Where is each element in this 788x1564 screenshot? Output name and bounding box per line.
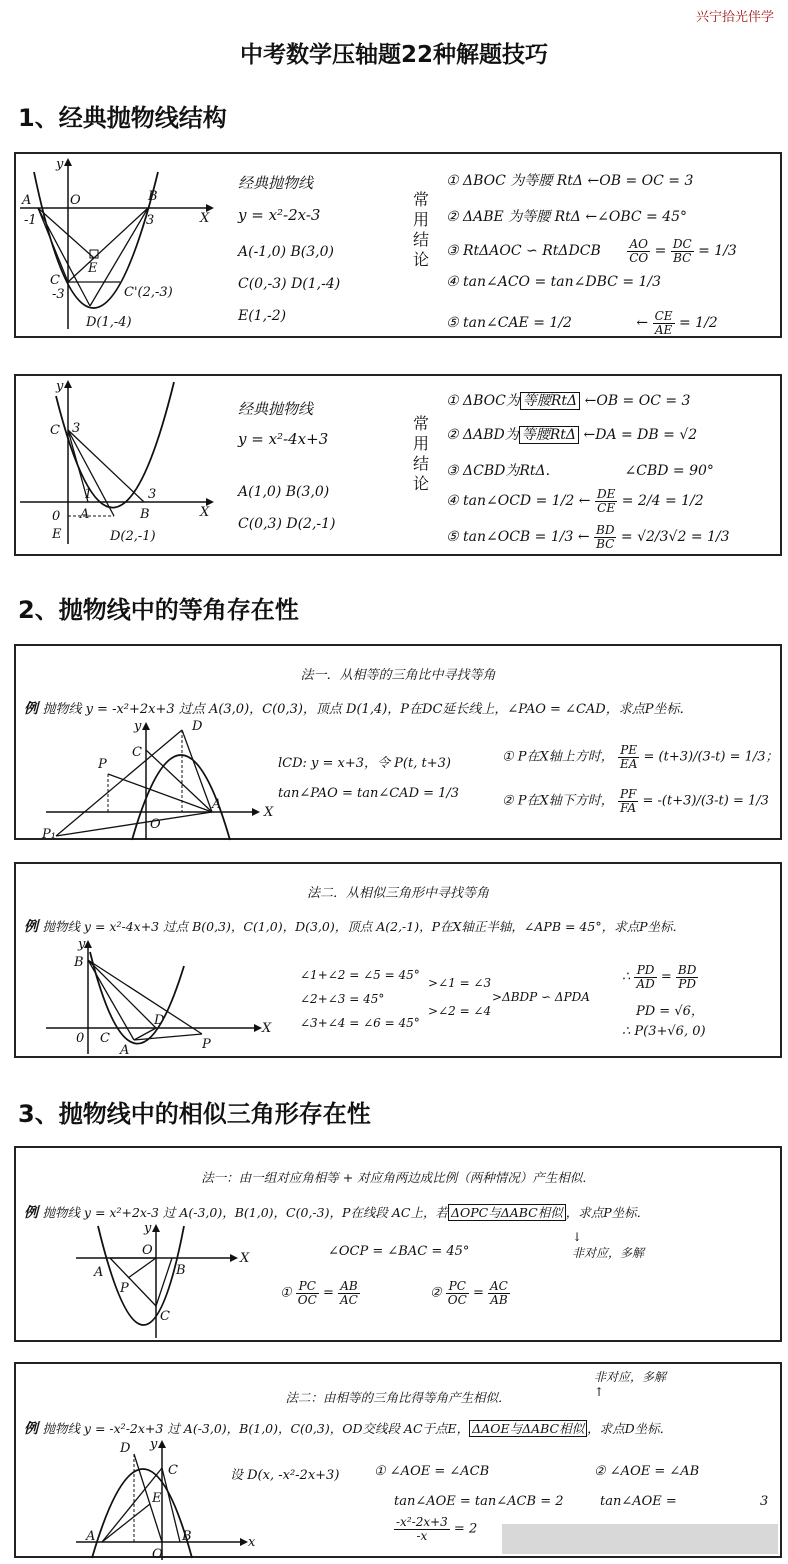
graph6-x-label: x [248,1535,256,1550]
watermark: 兴宁拾光伴学 [695,10,774,25]
graph4-x-label: X [262,1021,272,1036]
panel1-common-label: 常 用 结 论 [412,190,429,269]
graph3-point-P1: P₁ [42,827,56,842]
panel4-angle-2: ∠2+∠3 = 45° [300,992,385,1006]
panel4-mid-2: >∠2 = ∠4 [428,1004,492,1018]
graph1-origin: O [70,193,81,208]
panel6-case-2-tail: 3 [760,1494,769,1509]
graph-panel6 [72,1437,272,1562]
section-heading-3: 3、抛物线中的相似三角形存在性 [18,1100,371,1128]
panel6-set: 设 D(x, -x²-2x+3) [230,1468,340,1483]
graph3-point-A: A [212,797,222,812]
panel3-line-2: tan∠PAO = tan∠CAD = 1/3 [278,786,460,801]
graph1-tick-neg1: -1 [24,213,37,228]
graph2-x-label: X [200,505,210,520]
panel2-common-label: 常 用 结 论 [412,414,429,493]
panel4-result-1: ∴ $\frac{PD}{AD}$ = $\frac{BD}{PD}$ [622,963,697,991]
panel1-conclusion-4: ④ tan∠ACO = tan∠DBC = 1/3 [446,274,662,290]
graph-parabola-2 [16,376,236,556]
graph6-point-E: E [152,1491,162,1506]
panel4-example: 例 抛物线 y = x²-4x+3 过点 B(0,3)，C(1,0)，D(3,0)，顶点 A(2,-1)，P在X轴正半轴，∠APB = 45°，求点P坐标． [24,919,685,935]
obscuring-overlay [502,1524,778,1554]
panel-similar-method-2 [14,1362,782,1562]
panel-parabola-2 [14,374,782,556]
panel5-note: ↓ 非对应，多解 [572,1230,645,1260]
graph2-point-A: A [80,507,90,522]
panel4-result-3: ∴ P(3+√6, 0) [622,1024,706,1039]
graph-panel5 [72,1221,272,1340]
panel2-conclusion-3: ③ ΔCBD为RtΔ. ∠CBD = 90° [446,463,714,479]
panel4-result-2: PD = √6， [636,1004,704,1019]
panel4-similar: >ΔBDP ∽ ΔPDA [492,990,590,1004]
panel1-conclusion-5: ⑤ tan∠CAE = 1/2 ← $\frac{CE}{AE}$ = 1/2 [446,309,718,337]
panel-equal-angle-method-2 [14,862,782,1058]
graph5-origin: O [142,1243,153,1258]
panel-parabola-1 [14,152,782,338]
panel6-example: 例 抛物线 y = -x²-2x+3 过 A(-3,0)，B(1,0)，C(0,3)，OD交线段 AC于点E， ΔAOE与ΔABC相似 ，求点D坐标． [24,1421,673,1437]
graph1-y-label: y [56,157,64,172]
graph3-point-C: C [132,745,142,760]
graph5-y-label: y [144,1221,152,1236]
graph6-point-D: D [120,1441,131,1456]
page-title: 中考数学压轴题22种解题技巧 [239,42,548,68]
graph1-point-E: E [88,261,98,276]
graph4-point-D: D [154,1013,165,1028]
graph1-tick-3: 3 [146,213,155,228]
graph6-point-A: A [86,1529,96,1544]
panel2-conclusion-5: ⑤ tan∠OCB = 1/3 ← $\frac{BD}{BC}$ = √2/3√2 = 1/3 [446,523,730,551]
graph4-origin: 0 [76,1031,85,1046]
panel-equal-angle-method-1 [14,644,782,840]
panel3-method: 法一．从相等的三角比中寻找等角 [300,668,496,683]
graph4-point-B: B [74,955,84,970]
graph5-x-label: X [240,1251,250,1266]
graph3-y-label: y [134,719,142,734]
graph2-y-label: y [56,379,64,394]
graph1-x-label: X [200,211,210,226]
panel2-points-2: C(0,3) D(2,-1) [238,516,336,532]
panel3-line-1: lCD: y = x+3，令 P(t, t+3) [278,756,451,771]
graph6-point-B: B [182,1529,192,1544]
graph-parabola-1 [16,154,236,338]
panel1-points-3: E(1,-2) [238,308,287,324]
panel5-example: 例 抛物线 y = x²+2x-3 过 A(-3,0)，B(1,0)，C(0,-3)，P在线段 AC上，若 ΔOPC与ΔABC相似 ，求点P坐标． [24,1205,650,1221]
section-heading-2: 2、抛物线中的等角存在性 [18,596,299,624]
graph2-point-C: C [50,423,60,438]
panel1-equation: y = x²-2x-3 [238,206,321,224]
panel2-points-1: A(1,0) B(3,0) [238,484,330,500]
graph-panel4 [36,938,276,1058]
panel6-case-2-tan: tan∠AOE = [600,1494,677,1509]
graph5-point-B: B [176,1263,186,1278]
panel6-note: 非对应，多解 ↑ [594,1370,667,1399]
graph-panel3 [36,720,286,840]
panel2-conclusion-4: ④ tan∠OCD = 1/2 ← $\frac{DE}{CE}$ = 2/4 = 1/2 [446,487,704,515]
graph2-tick-3-top: 3 [72,421,81,436]
graph6-y-label: y [150,1437,158,1452]
graph4-point-P: P [202,1037,211,1052]
panel4-angle-1: ∠1+∠2 = ∠5 = 45° [300,968,420,982]
graph1-point-A: A [22,193,32,208]
panel3-case-1: ① P在X轴上方时， $\frac{PE}{EA}$ = (t+3)/(3-t) = 1/3； [502,743,779,771]
graph4-y-label: y [78,937,86,952]
panel5-method: 法一：由一组对应角相等 + 对应角两边成比例（两种情况）产生相似． [201,1170,595,1185]
graph4-point-A: A [120,1043,130,1058]
graph3-origin: O [150,817,161,832]
graph4-point-C: C [100,1031,110,1046]
graph2-origin: 0 [52,509,61,524]
panel1-points-1: A(-1,0) B(3,0) [238,244,334,260]
panel2-equation: y = x²-4x+3 [238,430,329,448]
panel-similar-method-1 [14,1146,782,1342]
graph5-point-P: P [120,1281,129,1296]
panel2-conclusion-1: ① ΔBOC为 等腰RtΔ ←OB = OC = 3 [446,393,691,409]
section-heading-1: 1、经典抛物线结构 [18,104,227,132]
panel5-case-1: ① $\frac{PC}{OC}$ = $\frac{AB}{AC}$ [280,1279,358,1307]
graph5-point-C: C [160,1309,170,1324]
graph1-point-D: D(1,-4) [86,315,132,330]
panel4-angle-3: ∠3+∠4 = ∠6 = 45° [300,1016,420,1030]
graph2-point-B: B [140,507,150,522]
panel3-case-2: ② P在X轴下方时， $\frac{PF}{FA}$ = -(t+3)/(3-t) = 1/3 [502,787,769,815]
panel2-name: 经典抛物线 [238,400,314,418]
panel1-name: 经典抛物线 [238,174,314,192]
graph3-point-D: D [192,719,203,734]
panel1-conclusion-2: ② ΔABE 为等腰 RtΔ ←∠OBC = 45° [446,209,688,225]
graph2-tick-1: 1 [84,487,93,502]
panel1-conclusion-1: ① ΔBOC 为等腰 RtΔ ←OB = OC = 3 [446,173,694,189]
panel2-conclusion-2: ② ΔABD为 等腰RtΔ ←DA = DB = √2 [446,427,698,443]
panel3-example: 例 抛物线 y = -x²+2x+3 过点 A(3,0)，C(0,3)，顶点 D(1,4)，P在DC延长线上，∠PAO = ∠CAD，求点P坐标． [24,701,693,717]
panel1-conclusion-3: ③ RtΔAOC ∽ RtΔDCB $\frac{AO}{CO}$ = $\frac{DC}{BC}$ = 1/3 [446,237,737,265]
panel6-case-1: ① ∠AOE = ∠ACB [374,1464,490,1479]
panel5-angle: ∠OCP = ∠BAC = 45° [328,1244,470,1259]
graph1-point-B: B [148,189,158,204]
graph5-point-A: A [94,1265,104,1280]
graph3-x-label: X [264,805,274,820]
graph6-point-C: C [168,1463,178,1478]
panel1-points-2: C(0,-3) D(1,-4) [238,276,341,292]
panel6-case-2: ② ∠AOE = ∠AB [594,1464,700,1479]
graph2-tick-3: 3 [148,487,157,502]
panel4-method: 法二．从相似三角形中寻找等角 [306,886,489,901]
panel5-case-2: ② $\frac{PC}{OC}$ = $\frac{AC}{AB}$ [430,1279,508,1307]
graph2-point-D: D(2,-1) [110,529,156,544]
graph1-point-C: C [50,273,60,288]
panel6-case-1-tan: tan∠AOE = tan∠ACB = 2 [394,1494,564,1509]
panel6-method: 法二：由相等的三角比得等角产生相似． [285,1390,511,1405]
graph1-point-Cprime: C'(2,-3) [124,285,173,300]
graph6-origin: O [152,1547,163,1562]
graph2-point-E: E [52,527,62,542]
graph1-tick-neg3: -3 [52,287,65,302]
panel6-case-1-eq: $\frac{\text{-x²-2x+3}}{-x}$ = 2 [396,1515,478,1543]
panel4-mid-1: >∠1 = ∠3 [428,976,492,990]
graph3-point-P: P [98,757,107,772]
